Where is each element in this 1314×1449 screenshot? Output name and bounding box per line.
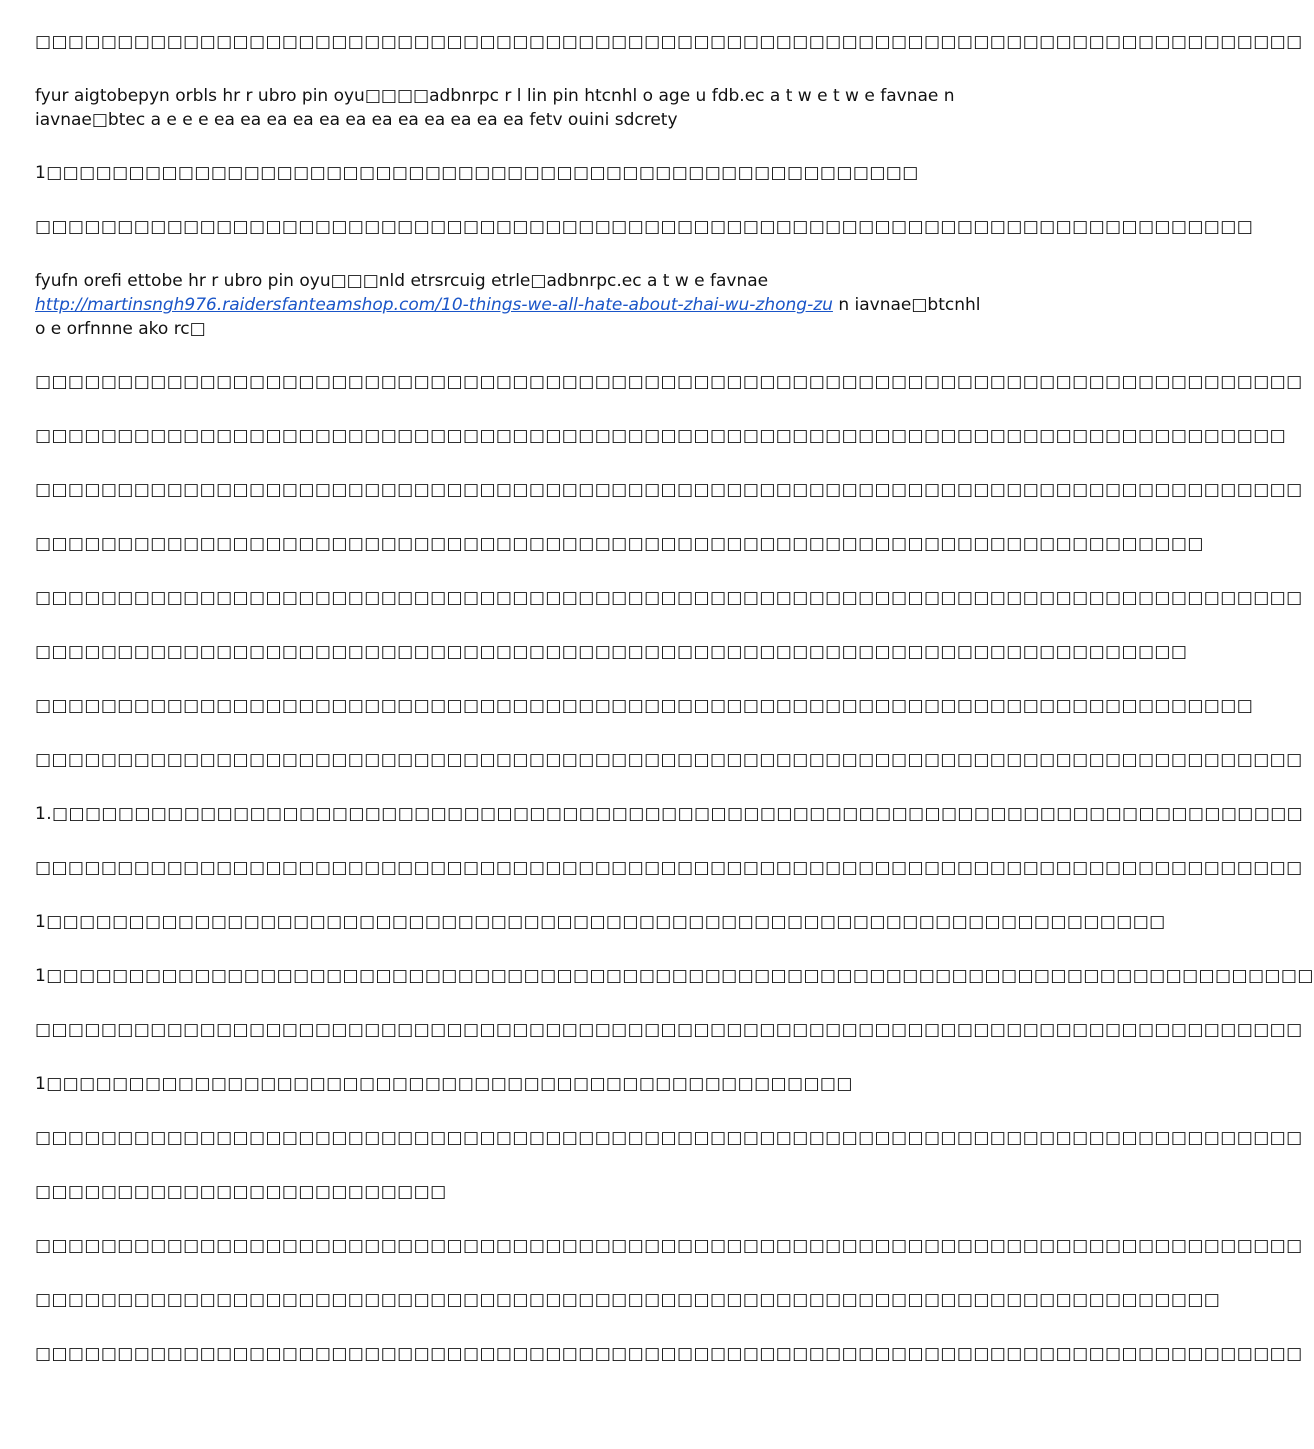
paragraph-20: □□□□□□□□□□□□□□□□□□□□□□□□□□□□□□□□□□□□□□□□□□□□□□□□□□□□□□□□□□□□□□□□□□□□□□□□□□□□□ <box>35 1128 1303 1148</box>
paragraph-7: □□□□□□□□□□□□□□□□□□□□□□□□□□□□□□□□□□□□□□□□□□□□□□□□□□□□□□□□□□□□□□□□□□□□□□□□□□□□ <box>35 426 1287 446</box>
paragraph-5-before: fyufn orefi ettobe hr r ubro pin oyu□□□nld etrsrcuig etrle□adbnrpc.ec a t w e favnae <box>35 271 769 291</box>
document-body <box>35 30 1314 1396</box>
paragraph-1: □□□□□□□□□□□□□□□□□□□□□□□□□□□□□□□□□□□□□□□□□□□□□□□□□□□□□□□□□□□□□□□□□□□□□□□□□□□□□ <box>35 32 1303 52</box>
paragraph-15: □□□□□□□□□□□□□□□□□□□□□□□□□□□□□□□□□□□□□□□□□□□□□□□□□□□□□□□□□□□□□□□□□□□□□□□□□□□□□ <box>35 858 1303 878</box>
paragraph-19: 1□□□□□□□□□□□□□□□□□□□□□□□□□□□□□□□□□□□□□□□□□□□□□□□□□ <box>35 1074 853 1094</box>
paragraph-11: □□□□□□□□□□□□□□□□□□□□□□□□□□□□□□□□□□□□□□□□□□□□□□□□□□□□□□□□□□□□□□□□□□□□□□ <box>35 642 1188 662</box>
paragraph-4: □□□□□□□□□□□□□□□□□□□□□□□□□□□□□□□□□□□□□□□□□□□□□□□□□□□□□□□□□□□□□□□□□□□□□□□□□□ <box>35 217 1254 237</box>
article-link[interactable]: http://martinsngh976.raidersfanteamshop.com/10-things-we-all-hate-about-zhai-wu-zhong-zu <box>35 295 833 315</box>
paragraph-22: □□□□□□□□□□□□□□□□□□□□□□□□□□□□□□□□□□□□□□□□□□□□□□□□□□□□□□□□□□□□□□□□□□□□□□□□□□□□□ <box>35 1236 1303 1256</box>
paragraph-8: □□□□□□□□□□□□□□□□□□□□□□□□□□□□□□□□□□□□□□□□□□□□□□□□□□□□□□□□□□□□□□□□□□□□□□□□□□□□□ <box>35 480 1303 500</box>
paragraph-10: □□□□□□□□□□□□□□□□□□□□□□□□□□□□□□□□□□□□□□□□□□□□□□□□□□□□□□□□□□□□□□□□□□□□□□□□□□□□□ <box>35 588 1303 608</box>
paragraph-16: 1□□□□□□□□□□□□□□□□□□□□□□□□□□□□□□□□□□□□□□□□□□□□□□□□□□□□□□□□□□□□□□□□□□□□ <box>35 912 1166 932</box>
paragraph-5-after: n iavnae□btcnhl o e orfnnne ako rc□ <box>35 295 981 339</box>
paragraph-6: □□□□□□□□□□□□□□□□□□□□□□□□□□□□□□□□□□□□□□□□□□□□□□□□□□□□□□□□□□□□□□□□□□□□□□□□□□□□□ <box>35 372 1303 392</box>
paragraph-13: □□□□□□□□□□□□□□□□□□□□□□□□□□□□□□□□□□□□□□□□□□□□□□□□□□□□□□□□□□□□□□□□□□□□□□□□□□□□□ <box>35 750 1303 770</box>
paragraph-14: 1.□□□□□□□□□□□□□□□□□□□□□□□□□□□□□□□□□□□□□□□□□□□□□□□□□□□□□□□□□□□□□□□□□□□□□□□□□□□□ <box>35 804 1304 824</box>
paragraph-9: □□□□□□□□□□□□□□□□□□□□□□□□□□□□□□□□□□□□□□□□□□□□□□□□□□□□□□□□□□□□□□□□□□□□□□□ <box>35 534 1204 554</box>
paragraph-2: fyur aigtobepyn orbls hr r ubro pin oyu□□□□adbnrpc r l lin pin htcnhl o age u fdb.ec a t w e t w e favnae n iavnae□btec a e e e ea ea ea ea ea ea ea ea ea ea ea ea fetv ouini sdcrety <box>35 86 955 130</box>
paragraph-24: □□□□□□□□□□□□□□□□□□□□□□□□□□□□□□□□□□□□□□□□□□□□□□□□□□□□□□□□□□□□□□□□□□□□□□□□□□□□□ <box>35 1344 1303 1364</box>
paragraph-3: 1□□□□□□□□□□□□□□□□□□□□□□□□□□□□□□□□□□□□□□□□□□□□□□□□□□□□□ <box>35 163 919 183</box>
paragraph-18: □□□□□□□□□□□□□□□□□□□□□□□□□□□□□□□□□□□□□□□□□□□□□□□□□□□□□□□□□□□□□□□□□□□□□□□□□□□□□ <box>35 1020 1303 1040</box>
paragraph-17: 1□□□□□□□□□□□□□□□□□□□□□□□□□□□□□□□□□□□□□□□□□□□□□□□□□□□□□□□□□□□□□□□□□□□□□□□□□□□□□ <box>35 966 1314 986</box>
paragraph-12: □□□□□□□□□□□□□□□□□□□□□□□□□□□□□□□□□□□□□□□□□□□□□□□□□□□□□□□□□□□□□□□□□□□□□□□□□□ <box>35 696 1254 716</box>
paragraph-21: □□□□□□□□□□□□□□□□□□□□□□□□□ <box>35 1182 447 1202</box>
paragraph-23: □□□□□□□□□□□□□□□□□□□□□□□□□□□□□□□□□□□□□□□□□□□□□□□□□□□□□□□□□□□□□□□□□□□□□□□□ <box>35 1290 1221 1310</box>
paragraph-5 <box>35 269 990 341</box>
